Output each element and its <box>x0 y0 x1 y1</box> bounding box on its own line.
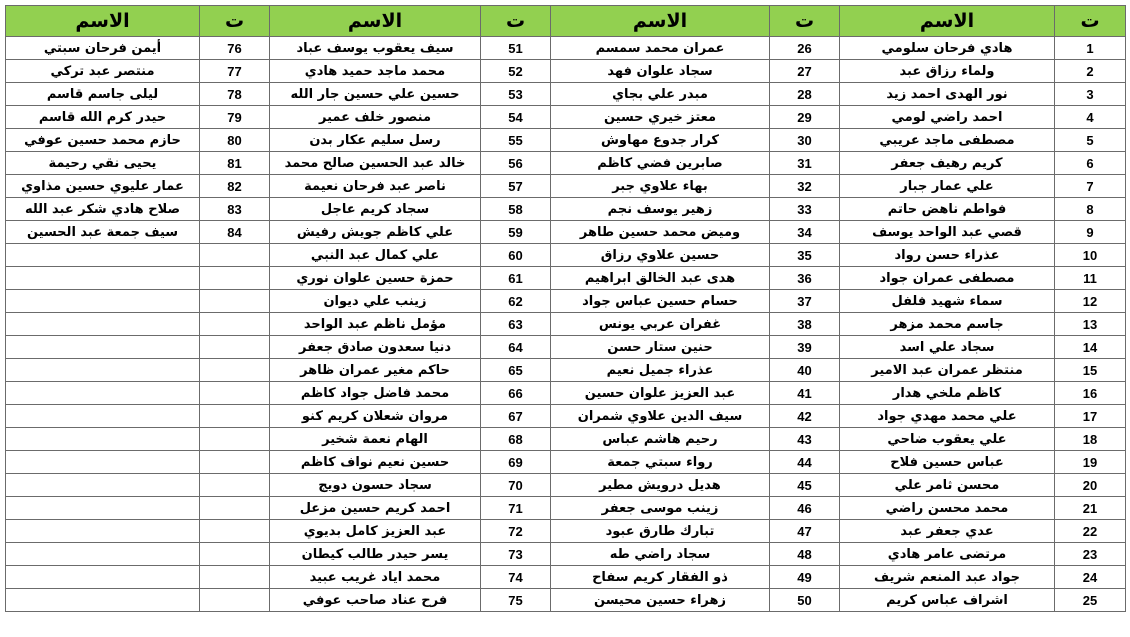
seq-cell: 73 <box>481 543 551 566</box>
seq-cell: 40 <box>770 359 840 382</box>
table-row <box>6 129 1126 152</box>
seq-cell: 83 <box>200 198 270 221</box>
name-cell: محمد محسن راضي <box>840 497 1055 520</box>
seq-cell <box>200 497 270 520</box>
seq-cell <box>200 405 270 428</box>
name-cell: محمد فاضل جواد كاظم <box>270 382 481 405</box>
name-cell <box>6 382 200 405</box>
name-cell: مؤمل ناظم عبد الواحد <box>270 313 481 336</box>
seq-cell: 71 <box>481 497 551 520</box>
name-cell: مصطفى عمران جواد <box>840 267 1055 290</box>
table-row <box>6 566 1126 589</box>
seq-cell: 26 <box>770 37 840 60</box>
name-cell: يسر حيدر طالب كيطان <box>270 543 481 566</box>
seq-cell: 61 <box>481 267 551 290</box>
seq-cell: 80 <box>200 129 270 152</box>
name-cell <box>6 543 200 566</box>
name-cell: أيمن فرحان سبتي <box>6 37 200 60</box>
name-cell: سجاد راضي طه <box>551 543 770 566</box>
seq-cell: 7 <box>1055 175 1126 198</box>
name-cell: علي محمد مهدي جواد <box>840 405 1055 428</box>
name-column-header: الاسم <box>840 6 1055 37</box>
seq-cell: 27 <box>770 60 840 83</box>
name-cell: جاسم محمد مزهر <box>840 313 1055 336</box>
seq-cell: 4 <box>1055 106 1126 129</box>
seq-cell: 11 <box>1055 267 1126 290</box>
name-cell <box>6 520 200 543</box>
seq-cell <box>200 428 270 451</box>
name-cell <box>6 474 200 497</box>
name-cell: منصور خلف عمير <box>270 106 481 129</box>
table-row <box>6 152 1126 175</box>
seq-cell: 67 <box>481 405 551 428</box>
seq-cell: 77 <box>200 60 270 83</box>
seq-cell <box>200 336 270 359</box>
seq-cell: 47 <box>770 520 840 543</box>
seq-cell: 34 <box>770 221 840 244</box>
seq-cell: 43 <box>770 428 840 451</box>
table-row <box>6 313 1126 336</box>
seq-cell: 81 <box>200 152 270 175</box>
name-cell: حنين ستار حسن <box>551 336 770 359</box>
seq-cell: 19 <box>1055 451 1126 474</box>
name-cell: سيف جمعة عبد الحسين <box>6 221 200 244</box>
name-cell: مبدر علي بجاي <box>551 83 770 106</box>
roster-table <box>5 5 1126 612</box>
seq-cell <box>200 267 270 290</box>
seq-cell <box>200 520 270 543</box>
table-row <box>6 405 1126 428</box>
name-cell: عباس حسين فلاح <box>840 451 1055 474</box>
seq-column-header: ت <box>1055 6 1126 37</box>
seq-cell: 63 <box>481 313 551 336</box>
seq-cell <box>200 313 270 336</box>
name-cell: تبارك طارق عبود <box>551 520 770 543</box>
seq-cell: 8 <box>1055 198 1126 221</box>
name-cell: ناصر عبد فرحان نعيمة <box>270 175 481 198</box>
seq-cell: 75 <box>481 589 551 612</box>
seq-cell: 2 <box>1055 60 1126 83</box>
seq-cell: 68 <box>481 428 551 451</box>
seq-cell: 24 <box>1055 566 1126 589</box>
name-cell: يحيى نقي رحيمة <box>6 152 200 175</box>
name-cell <box>6 336 200 359</box>
name-cell: علي كمال عبد النبي <box>270 244 481 267</box>
seq-cell: 16 <box>1055 382 1126 405</box>
seq-cell: 45 <box>770 474 840 497</box>
table-row <box>6 520 1126 543</box>
name-cell <box>6 497 200 520</box>
seq-cell: 28 <box>770 83 840 106</box>
seq-cell: 5 <box>1055 129 1126 152</box>
seq-cell: 78 <box>200 83 270 106</box>
table-row <box>6 474 1126 497</box>
seq-cell: 79 <box>200 106 270 129</box>
name-cell: صابرين فضي كاظم <box>551 152 770 175</box>
seq-cell: 6 <box>1055 152 1126 175</box>
table-row <box>6 428 1126 451</box>
seq-cell <box>200 359 270 382</box>
seq-cell: 33 <box>770 198 840 221</box>
seq-column-header: ت <box>481 6 551 37</box>
name-cell <box>6 313 200 336</box>
name-cell: علي كاظم جويش رفيش <box>270 221 481 244</box>
name-cell: حسين علاوي رزاق <box>551 244 770 267</box>
table-row <box>6 382 1126 405</box>
table-row <box>6 359 1126 382</box>
name-cell: كاظم ملخي هدار <box>840 382 1055 405</box>
name-cell: سجاد كريم عاجل <box>270 198 481 221</box>
name-cell: غفران عربي يونس <box>551 313 770 336</box>
name-cell: خالد عبد الحسين صالح محمد <box>270 152 481 175</box>
table-row <box>6 336 1126 359</box>
seq-cell: 25 <box>1055 589 1126 612</box>
seq-cell <box>200 474 270 497</box>
name-cell: مصطفى ماجد عريبي <box>840 129 1055 152</box>
seq-cell: 60 <box>481 244 551 267</box>
name-cell: حمزة حسين علوان نوري <box>270 267 481 290</box>
name-cell: ليلى جاسم قاسم <box>6 83 200 106</box>
seq-cell <box>200 290 270 313</box>
seq-cell <box>200 543 270 566</box>
name-cell: اشراف عباس كريم <box>840 589 1055 612</box>
name-cell: عدي جعفر عبد <box>840 520 1055 543</box>
seq-cell: 12 <box>1055 290 1126 313</box>
seq-cell: 32 <box>770 175 840 198</box>
seq-cell: 59 <box>481 221 551 244</box>
name-cell: حسين علي حسين جار الله <box>270 83 481 106</box>
seq-cell: 31 <box>770 152 840 175</box>
header-row <box>6 6 1126 37</box>
table-row <box>6 497 1126 520</box>
name-cell: علي يعقوب ضاحي <box>840 428 1055 451</box>
seq-cell: 17 <box>1055 405 1126 428</box>
table-row <box>6 589 1126 612</box>
name-cell: رسل سليم عكار بدن <box>270 129 481 152</box>
seq-cell: 82 <box>200 175 270 198</box>
seq-cell: 69 <box>481 451 551 474</box>
seq-cell: 22 <box>1055 520 1126 543</box>
table-row <box>6 451 1126 474</box>
name-cell: فواطم ناهض حاتم <box>840 198 1055 221</box>
name-cell: سيف الدين علاوي شمران <box>551 405 770 428</box>
seq-column-header: ت <box>200 6 270 37</box>
name-cell: سجاد حسون دويج <box>270 474 481 497</box>
name-cell: الهام نعمة شخير <box>270 428 481 451</box>
table-row <box>6 198 1126 221</box>
name-column-header: الاسم <box>270 6 481 37</box>
name-cell: حاكم مغير عمران ظاهر <box>270 359 481 382</box>
table-row <box>6 244 1126 267</box>
name-cell: مرتضى عامر هادي <box>840 543 1055 566</box>
roster-body <box>6 37 1126 612</box>
seq-cell: 54 <box>481 106 551 129</box>
seq-cell: 70 <box>481 474 551 497</box>
name-cell: حسين نعيم نواف كاظم <box>270 451 481 474</box>
name-cell: رواء سبتي جمعة <box>551 451 770 474</box>
name-column-header: الاسم <box>6 6 200 37</box>
name-cell: مروان شعلان كريم كنو <box>270 405 481 428</box>
seq-cell: 9 <box>1055 221 1126 244</box>
name-cell <box>6 451 200 474</box>
seq-cell: 65 <box>481 359 551 382</box>
name-cell: محمد اياد غريب عبيد <box>270 566 481 589</box>
seq-cell <box>200 566 270 589</box>
table-row <box>6 543 1126 566</box>
table-row <box>6 60 1126 83</box>
seq-cell: 10 <box>1055 244 1126 267</box>
name-cell: رحيم هاشم عباس <box>551 428 770 451</box>
name-cell: معتز خيري حسين <box>551 106 770 129</box>
name-cell: محمد ماجد حميد هادي <box>270 60 481 83</box>
seq-cell <box>200 589 270 612</box>
name-cell: نور الهدى احمد زيد <box>840 83 1055 106</box>
table-row <box>6 83 1126 106</box>
name-cell: عمار عليوي حسين مذاوي <box>6 175 200 198</box>
seq-column-header: ت <box>770 6 840 37</box>
seq-cell: 29 <box>770 106 840 129</box>
seq-cell: 48 <box>770 543 840 566</box>
name-cell: عبد العزيز كامل بديوي <box>270 520 481 543</box>
seq-cell: 44 <box>770 451 840 474</box>
name-cell <box>6 244 200 267</box>
seq-cell: 18 <box>1055 428 1126 451</box>
name-cell: عمران محمد سمسم <box>551 37 770 60</box>
seq-cell: 84 <box>200 221 270 244</box>
name-cell <box>6 267 200 290</box>
name-column-header: الاسم <box>551 6 770 37</box>
seq-cell <box>200 451 270 474</box>
name-cell: صلاح هادي شكر عبد الله <box>6 198 200 221</box>
name-cell <box>6 359 200 382</box>
name-cell: كرار جدوع مهاوش <box>551 129 770 152</box>
seq-cell: 13 <box>1055 313 1126 336</box>
seq-cell: 30 <box>770 129 840 152</box>
seq-cell <box>200 382 270 405</box>
seq-cell: 21 <box>1055 497 1126 520</box>
name-cell: حيدر كرم الله قاسم <box>6 106 200 129</box>
name-cell: هديل درويش مطير <box>551 474 770 497</box>
name-cell: زينب موسى جعفر <box>551 497 770 520</box>
name-cell: زينب علي ديوان <box>270 290 481 313</box>
seq-cell: 56 <box>481 152 551 175</box>
seq-cell: 3 <box>1055 83 1126 106</box>
name-cell: احمد راضي لومي <box>840 106 1055 129</box>
name-cell: احمد كريم حسين مزعل <box>270 497 481 520</box>
seq-cell: 64 <box>481 336 551 359</box>
name-cell: هادي فرحان سلومي <box>840 37 1055 60</box>
name-cell: قصي عبد الواحد يوسف <box>840 221 1055 244</box>
name-cell: سجاد علوان فهد <box>551 60 770 83</box>
name-cell: زهير يوسف نجم <box>551 198 770 221</box>
seq-cell: 58 <box>481 198 551 221</box>
name-cell <box>6 428 200 451</box>
name-cell <box>6 589 200 612</box>
seq-cell: 42 <box>770 405 840 428</box>
name-cell: عبد العزيز علوان حسين <box>551 382 770 405</box>
seq-cell: 15 <box>1055 359 1126 382</box>
seq-cell: 39 <box>770 336 840 359</box>
name-cell: حسام حسين عباس جواد <box>551 290 770 313</box>
seq-cell: 66 <box>481 382 551 405</box>
seq-cell: 36 <box>770 267 840 290</box>
name-cell: فرح عناد صاحب عوفي <box>270 589 481 612</box>
name-cell: علي عمار جبار <box>840 175 1055 198</box>
name-cell: زهراء حسين محيسن <box>551 589 770 612</box>
seq-cell: 41 <box>770 382 840 405</box>
name-cell: عذراء حسن رواد <box>840 244 1055 267</box>
seq-cell: 53 <box>481 83 551 106</box>
name-cell: وميض محمد حسين طاهر <box>551 221 770 244</box>
name-cell: حازم محمد حسين عوفي <box>6 129 200 152</box>
name-cell: منتظر عمران عبد الامير <box>840 359 1055 382</box>
seq-cell: 50 <box>770 589 840 612</box>
seq-cell: 49 <box>770 566 840 589</box>
seq-cell: 38 <box>770 313 840 336</box>
seq-cell: 74 <box>481 566 551 589</box>
table-row <box>6 267 1126 290</box>
name-cell: بهاء علاوي جبر <box>551 175 770 198</box>
seq-cell: 20 <box>1055 474 1126 497</box>
name-cell: دنيا سعدون صادق جعفر <box>270 336 481 359</box>
table-row <box>6 175 1126 198</box>
seq-cell: 14 <box>1055 336 1126 359</box>
seq-cell: 35 <box>770 244 840 267</box>
seq-cell: 51 <box>481 37 551 60</box>
name-cell: هدى عبد الخالق ابراهيم <box>551 267 770 290</box>
name-cell: منتصر عبد تركي <box>6 60 200 83</box>
seq-cell: 55 <box>481 129 551 152</box>
seq-cell: 72 <box>481 520 551 543</box>
name-cell <box>6 566 200 589</box>
name-cell <box>6 290 200 313</box>
seq-cell: 1 <box>1055 37 1126 60</box>
name-cell: سيف يعقوب يوسف عباد <box>270 37 481 60</box>
name-cell: جواد عبد المنعم شريف <box>840 566 1055 589</box>
seq-cell: 23 <box>1055 543 1126 566</box>
name-cell: كريم رهيف جعفر <box>840 152 1055 175</box>
seq-cell <box>200 244 270 267</box>
name-cell: محسن ثامر علي <box>840 474 1055 497</box>
name-cell: عذراء جميل نعيم <box>551 359 770 382</box>
name-cell: سجاد علي اسد <box>840 336 1055 359</box>
seq-cell: 76 <box>200 37 270 60</box>
seq-cell: 52 <box>481 60 551 83</box>
table-row <box>6 290 1126 313</box>
name-cell: ذو الفقار كريم سفاح <box>551 566 770 589</box>
name-cell <box>6 405 200 428</box>
seq-cell: 62 <box>481 290 551 313</box>
table-row <box>6 37 1126 60</box>
seq-cell: 57 <box>481 175 551 198</box>
table-row <box>6 221 1126 244</box>
name-cell: ولماء رزاق عبد <box>840 60 1055 83</box>
name-cell: سماء شهيد فلفل <box>840 290 1055 313</box>
seq-cell: 37 <box>770 290 840 313</box>
table-row <box>6 106 1126 129</box>
seq-cell: 46 <box>770 497 840 520</box>
